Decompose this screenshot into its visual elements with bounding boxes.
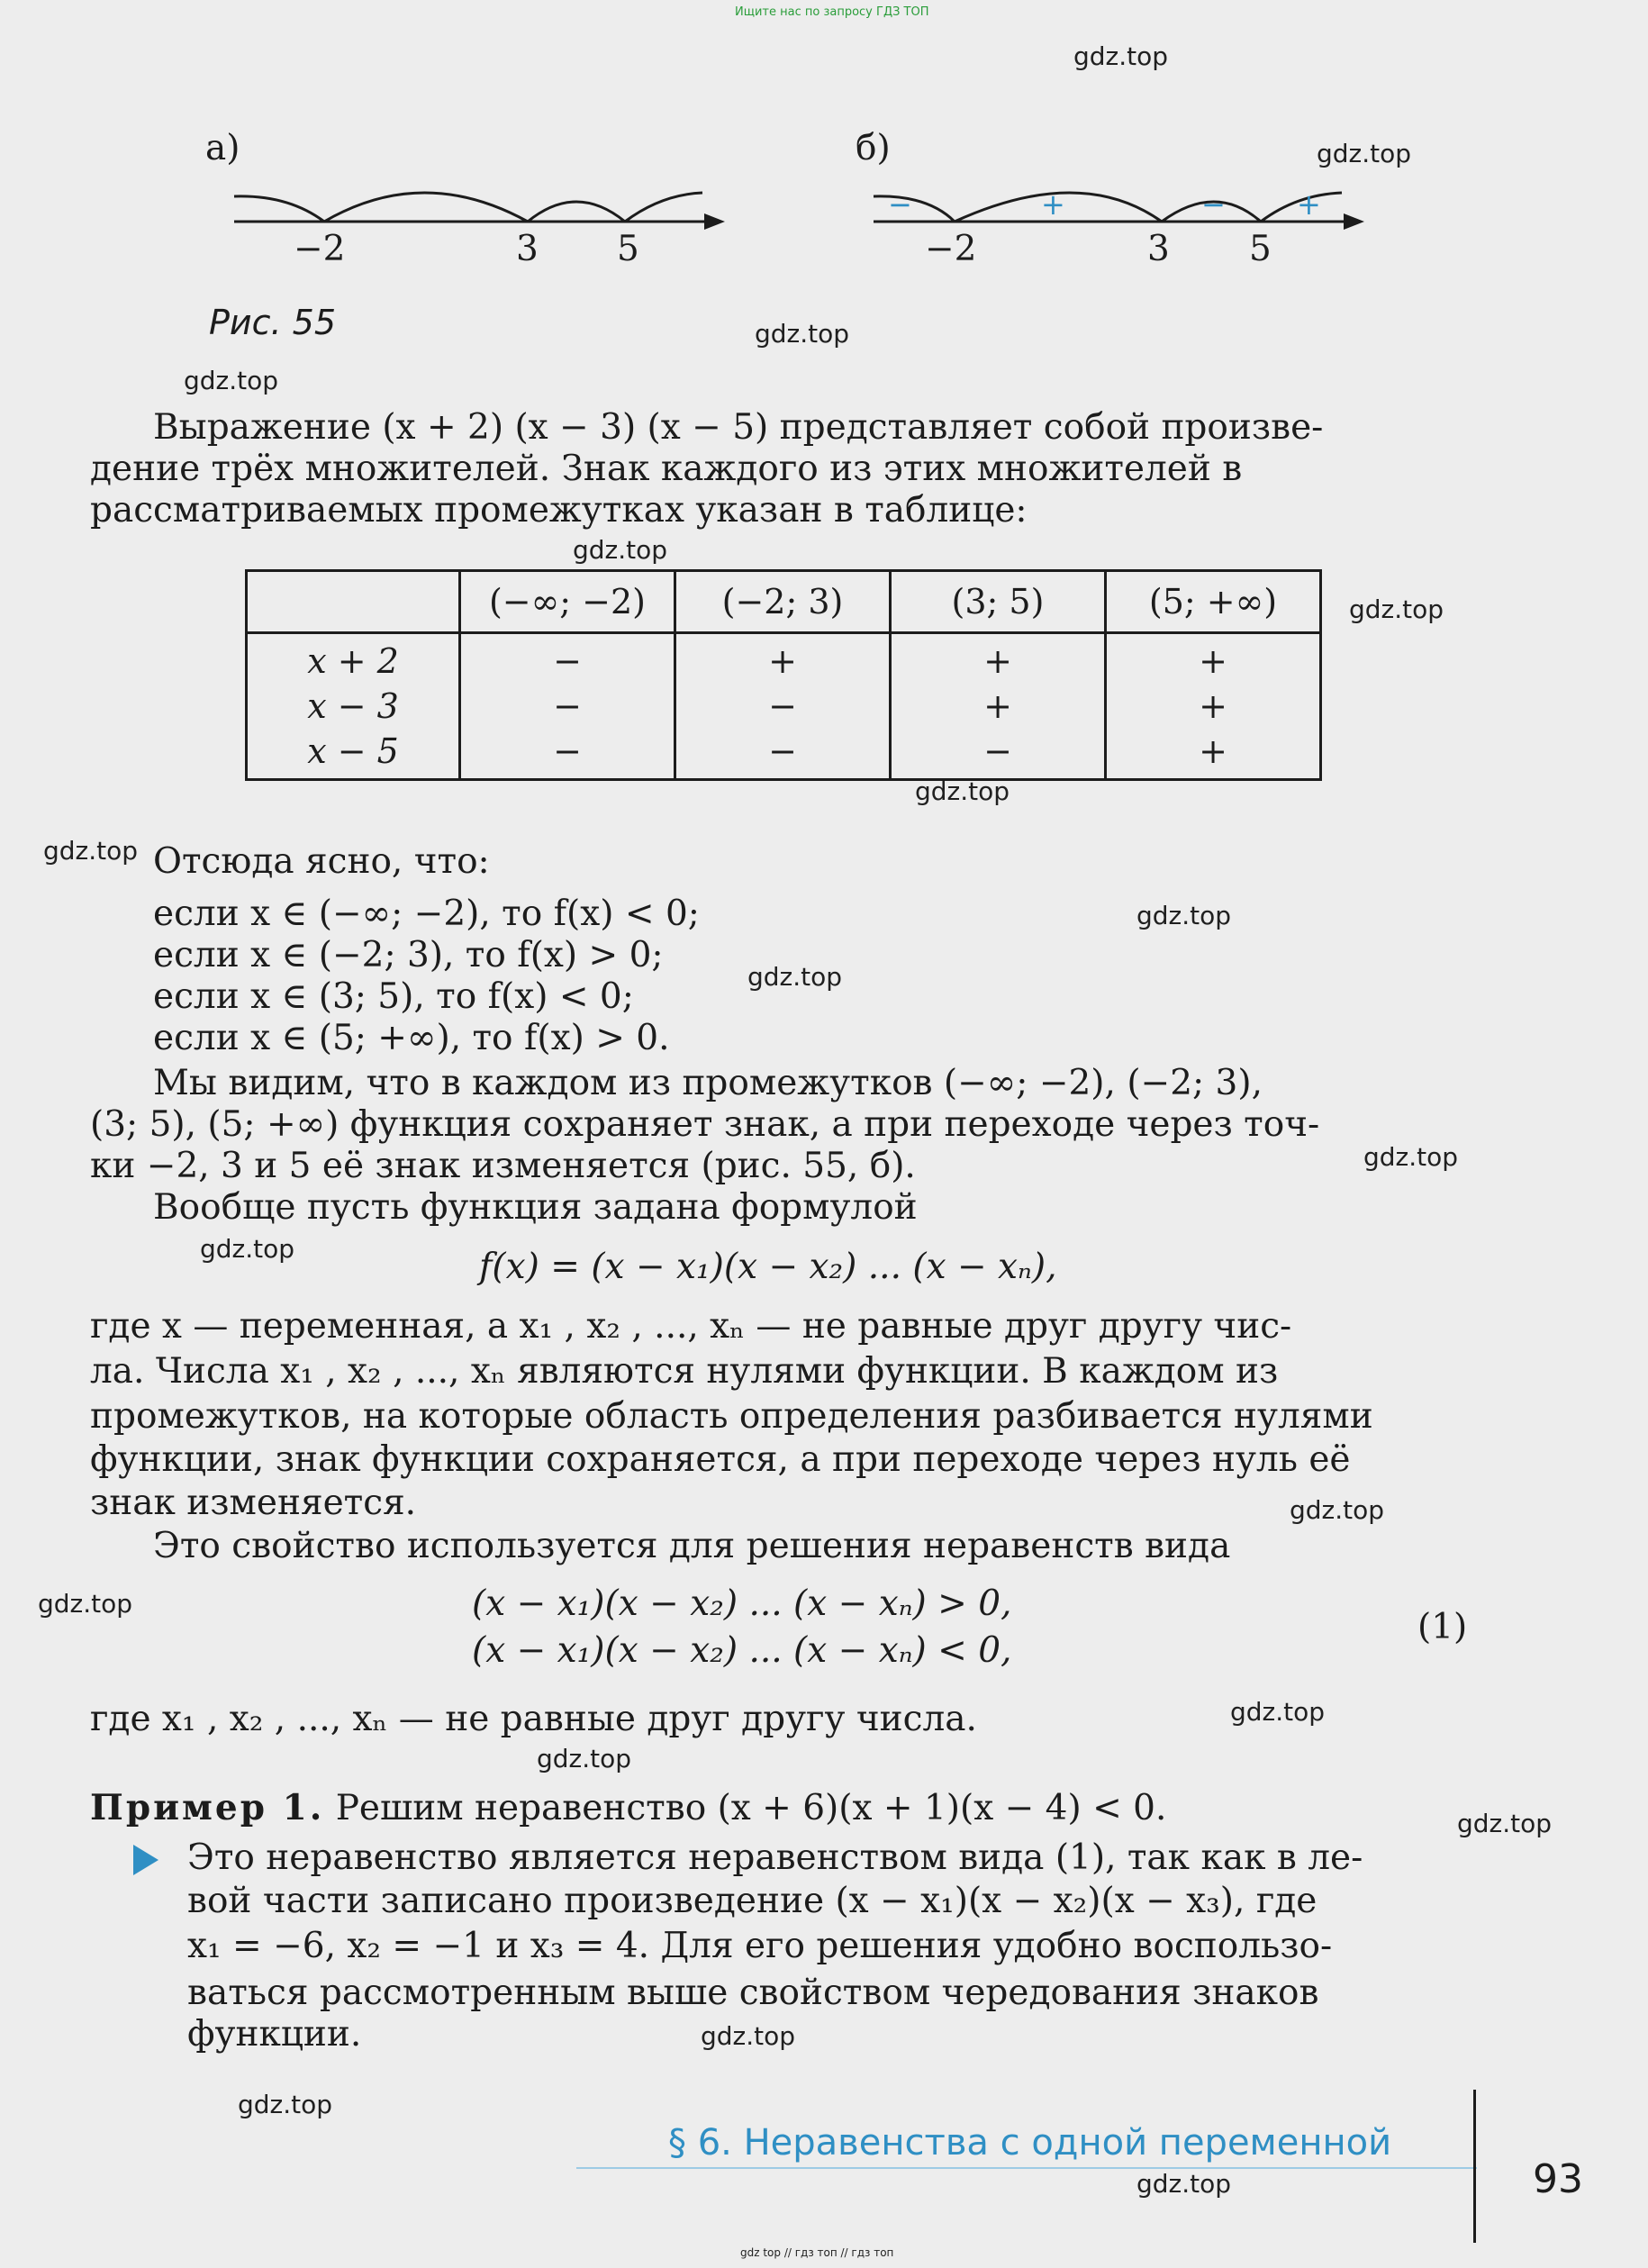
paragraph-line: промежутков, на которые область определения разбивается нулями [90, 1396, 1373, 1437]
footer-note: gdz top // гдз топ // гдз топ [740, 2246, 894, 2259]
row-label: x − 3 [307, 686, 399, 726]
table-column-interval-1 [460, 633, 675, 780]
page-number: 93 [1533, 2156, 1583, 2202]
sign-cell: + [768, 641, 797, 681]
sign-cell: − [983, 731, 1012, 771]
sign-cell: + [983, 641, 1012, 681]
paragraph-property: Это свойство используется для решения неравенств вида [153, 1526, 1231, 1566]
table-column-interval-2 [675, 633, 891, 780]
solution-marker-icon [133, 1845, 158, 1875]
watermark: gdz.top [1136, 901, 1232, 930]
table-row-labels [247, 633, 460, 780]
sign-cell: + [983, 686, 1012, 726]
watermark: gdz.top [1230, 1697, 1326, 1727]
watermark: gdz.top [238, 2090, 333, 2119]
figure-label-b: б) [856, 128, 891, 168]
table-header-cell: (−∞; −2) [460, 571, 675, 633]
footer-divider [1473, 2090, 1476, 2243]
example-statement [90, 1787, 1166, 1829]
sign-cell: + [1199, 641, 1227, 681]
table-header-cell: (5; +∞) [1106, 571, 1321, 633]
watermark: gdz.top [915, 776, 1010, 806]
figure-caption: Рис. 55 [209, 303, 337, 342]
solution-line: функции. [187, 2014, 362, 2055]
paragraph-line: функции, знак функции сохраняется, а при переходе через нуль её [90, 1439, 1351, 1480]
conclusion-lead: Отсюда ясно, что: [153, 841, 490, 882]
table-column-interval-3 [891, 633, 1106, 780]
watermark: gdz.top [200, 1234, 295, 1264]
conclusion-case: если x ∈ (−2; 3), то f(x) > 0; [153, 935, 664, 975]
table-header-cell [247, 571, 460, 633]
watermark: gdz.top [755, 319, 850, 349]
watermark: gdz.top [38, 1589, 133, 1619]
table-header-cell: (3; 5) [891, 571, 1106, 633]
example-label: Пример 1. [90, 1787, 325, 1828]
conclusion-case: если x ∈ (5; +∞), то f(x) > 0. [153, 1018, 670, 1058]
sign-cell: − [553, 686, 582, 726]
sign-table [245, 569, 1322, 781]
watermark: gdz.top [537, 1744, 632, 1774]
sign-b-2: + [1041, 187, 1065, 222]
paragraph-line: где x — переменная, а x₁ , x₂ , ..., xₙ — не равные друг другу чис- [90, 1306, 1292, 1347]
axis-b-tick-2: 3 [1147, 229, 1170, 269]
watermark: gdz.top [184, 366, 279, 395]
footer-rule [576, 2167, 1477, 2169]
solution-line: Это неравенство является неравенством вида (1), так как в ле- [187, 1837, 1363, 1878]
sign-cell: + [1199, 731, 1227, 771]
axis-a-tick-3: 5 [617, 229, 639, 269]
sign-cell: + [1199, 686, 1227, 726]
paragraph-general-lead: Вообще пусть функция задана формулой [153, 1187, 918, 1228]
solution-line: x₁ = −6, x₂ = −1 и x₃ = 4. Для его решения удобно воспользо- [187, 1926, 1333, 1966]
example-text: Решим неравенство (x + 6)(x + 1)(x − 4) < 0. [335, 1788, 1167, 1828]
watermark: gdz.top [1349, 594, 1444, 624]
axis-b-tick-3: 5 [1249, 229, 1272, 269]
watermark: gdz.top [747, 962, 843, 992]
figure-label-a: а) [205, 128, 240, 168]
watermark: gdz.top [43, 836, 139, 866]
watermark: gdz.top [1317, 139, 1412, 168]
equation-number: (1) [1417, 1607, 1468, 1647]
paragraph-distinct: где x₁ , x₂ , ..., xₙ — не равные друг другу числа. [90, 1699, 977, 1739]
paragraph-line: ки −2, 3 и 5 её знак изменяется (рис. 55, б). [90, 1146, 916, 1186]
watermark: gdz.top [573, 535, 668, 565]
watermark: gdz.top [1363, 1142, 1459, 1172]
intro-line: дение трёх множителей. Знак каждого из этих множителей в [90, 449, 1243, 489]
solution-line: ваться рассмотренным выше свойством чередования знаков [187, 1973, 1319, 2013]
watermark: gdz.top [1290, 1495, 1385, 1525]
formula-f: f(x) = (x − x₁)(x − x₂) ... (x − xₙ), [479, 1247, 1057, 1287]
sign-cell: − [768, 731, 797, 771]
watermark: gdz.top [1457, 1809, 1553, 1838]
header-note: Ищите нас по запросу ГДЗ ТОП [735, 5, 929, 19]
axis-a-tick-1: −2 [294, 229, 346, 269]
paragraph-line: знак изменяется. [90, 1483, 417, 1523]
watermark: gdz.top [1136, 2169, 1232, 2199]
solution-line: вой части записано произведение (x − x₁)(x − x₂)(x − x₃), где [187, 1881, 1317, 1921]
axis-a-tick-2: 3 [516, 229, 539, 269]
axis-b-tick-1: −2 [925, 229, 977, 269]
paragraph-line: Мы видим, что в каждом из промежутков (−∞; −2), (−2; 3), [153, 1063, 1263, 1103]
conclusion-case: если x ∈ (−∞; −2), то f(x) < 0; [153, 894, 700, 934]
sign-b-4: + [1297, 187, 1321, 222]
paragraph-line: (3; 5), (5; +∞) функция сохраняет знак, а при переходе через точ- [90, 1104, 1320, 1145]
section-title: § 6. Неравенства с одной переменной [668, 2122, 1392, 2164]
table-header-cell: (−2; 3) [675, 571, 891, 633]
conclusion-case: если x ∈ (3; 5), то f(x) < 0; [153, 976, 634, 1017]
inequality-greater: (x − x₁)(x − x₂) ... (x − xₙ) > 0, [472, 1583, 1012, 1624]
row-label: x + 2 [307, 641, 399, 681]
sign-cell: − [768, 686, 797, 726]
row-label: x − 5 [307, 731, 399, 771]
sign-cell: − [553, 731, 582, 771]
watermark: gdz.top [701, 2021, 796, 2051]
watermark: gdz.top [1073, 41, 1169, 71]
intro-line: Выражение (x + 2) (x − 3) (x − 5) представляет собой произве- [153, 407, 1324, 448]
intro-line: рассматриваемых промежутках указан в таблице: [90, 490, 1028, 531]
sign-cell: − [553, 641, 582, 681]
paragraph-line: ла. Числа x₁ , x₂ , ..., xₙ являются нулями функции. В каждом из [90, 1351, 1279, 1392]
sign-b-1: − [888, 187, 912, 222]
sign-b-3: − [1201, 187, 1226, 222]
inequality-less: (x − x₁)(x − x₂) ... (x − xₙ) < 0, [472, 1630, 1012, 1671]
table-column-interval-4 [1106, 633, 1321, 780]
